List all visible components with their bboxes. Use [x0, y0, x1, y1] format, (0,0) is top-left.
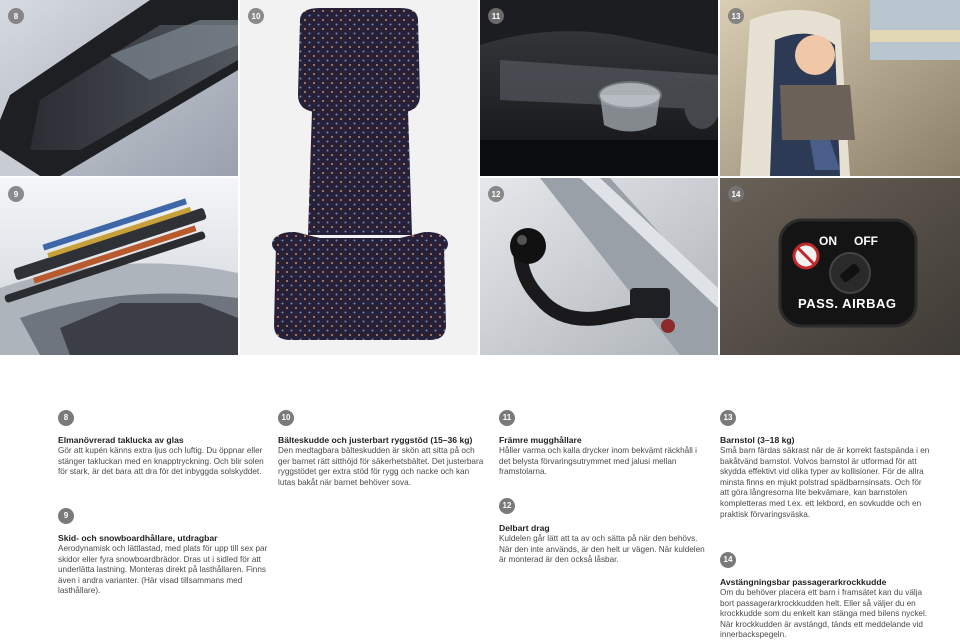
photo-number-badge: 9: [8, 186, 24, 202]
section-body: Den medtagbara bälteskudden är skön att sitta på och ger barnet rätt sitthöjd för säkerhetsbältet. Det justerbara ryggstödet ger extra stöd för rygg och nacke och kan lutas bakåt när barnet behöver sova.: [278, 446, 484, 487]
section-number-badge: 8: [58, 410, 74, 426]
photo-airbag-switch: [720, 178, 960, 355]
section-sunroof: [58, 410, 268, 478]
section-title: Bälteskudde och justerbart ryggstöd (15–36 kg): [278, 435, 473, 445]
section-title: Avstängningsbar passagerarkrockkudde: [720, 577, 887, 587]
section-number-badge: 11: [499, 410, 515, 426]
section-number-badge: 10: [278, 410, 294, 426]
section-tow-bar: [499, 498, 709, 566]
section-number-badge: 12: [499, 498, 515, 514]
section-number-badge: 14: [720, 552, 736, 568]
section-airbag: [720, 552, 930, 641]
section-body: Kuldelen går lätt att ta av och sätta på när den behövs. När den inte används, är den helt ur vägen. När kuldelen är monterad är den också låsbar.: [499, 534, 705, 565]
photo-child-seat: [720, 0, 960, 176]
photo-number-badge: 12: [488, 186, 504, 202]
section-title: Elmanövrerad taklucka av glas: [58, 435, 184, 445]
photo-number-badge: 10: [248, 8, 264, 24]
photo-number-badge: 11: [488, 8, 504, 24]
photo-cup-holder: [480, 0, 718, 176]
section-body: Små barn färdas säkrast när de är korrekt fastspända i en bakåtvänd barnstol. Volvos barnstol är utformad för att skydda effektivt vid olika typer av kollisioner. För de allra minsta finns en mjukt polstrad spädbarnsinsats. Och för att göra långresorna lite bekvämare, kan barnstolen kompletteras med t.ex. ett lekbord, en sovkudde och en praktisk förvaringsväska.: [720, 446, 930, 519]
section-title: Främre mugghållare: [499, 435, 582, 445]
section-child-seat: [720, 410, 930, 520]
section-body: Håller varma och kalla drycker inom bekvämt räckhåll i det belysta förvaringsutrymmet med jalusi mellan framstolarna.: [499, 446, 697, 477]
section-title: Barnstol (3–18 kg): [720, 435, 795, 445]
section-title: Skid- och snowboardhållare, utdragbar: [58, 533, 218, 543]
section-number-badge: 13: [720, 410, 736, 426]
photo-number-badge: 8: [8, 8, 24, 24]
photo-number-badge: 14: [728, 186, 744, 202]
airbag-on-label: ON: [819, 234, 837, 248]
section-body: Aerodynamisk och lättlastad, med plats för upp till sex par skidor eller fyra snowboardbrädor. Dras ut i sidled för att underlätta lastning. Monteras direkt på lasthållaren. Finns även i andra varianter. (Här visad tillsammans med lasthållare).: [58, 544, 268, 596]
text-column-2: [278, 410, 488, 510]
section-body: Gör att kupén känns extra ljus och luftig. Du öppnar eller stänger takluckan med en knapptryckning. Och blir solen för stark, är det bara att dra för det inbyggda solskyddet.: [58, 446, 264, 477]
photo-ski-rack: [0, 178, 238, 355]
photo-sunroof: [0, 0, 238, 176]
section-ski-rack: [58, 508, 268, 597]
airbag-off-label: OFF: [854, 234, 878, 248]
section-cup-holder: [499, 410, 709, 478]
section-title: Delbart drag: [499, 523, 550, 533]
text-column-3: [499, 410, 709, 580]
photo-number-badge: 13: [728, 8, 744, 24]
text-column-1: [58, 410, 268, 630]
section-booster-seat: [278, 410, 488, 488]
airbag-panel-label: PASS. AIRBAG: [798, 296, 897, 311]
section-number-badge: 9: [58, 508, 74, 524]
section-body: Om du behöver placera ett barn i framsätet kan du välja bort passagerarkrockkudden helt. Eller så väljer du en krockkudde som du enkelt kan stänga med bilens nyckel. När krockkudden är avstängd, tänds ett meddelande vid innerbackspegeln.: [720, 588, 928, 640]
photo-booster-seat: [240, 0, 478, 355]
photo-tow-bar: [480, 178, 718, 355]
text-column-4: [720, 410, 930, 641]
